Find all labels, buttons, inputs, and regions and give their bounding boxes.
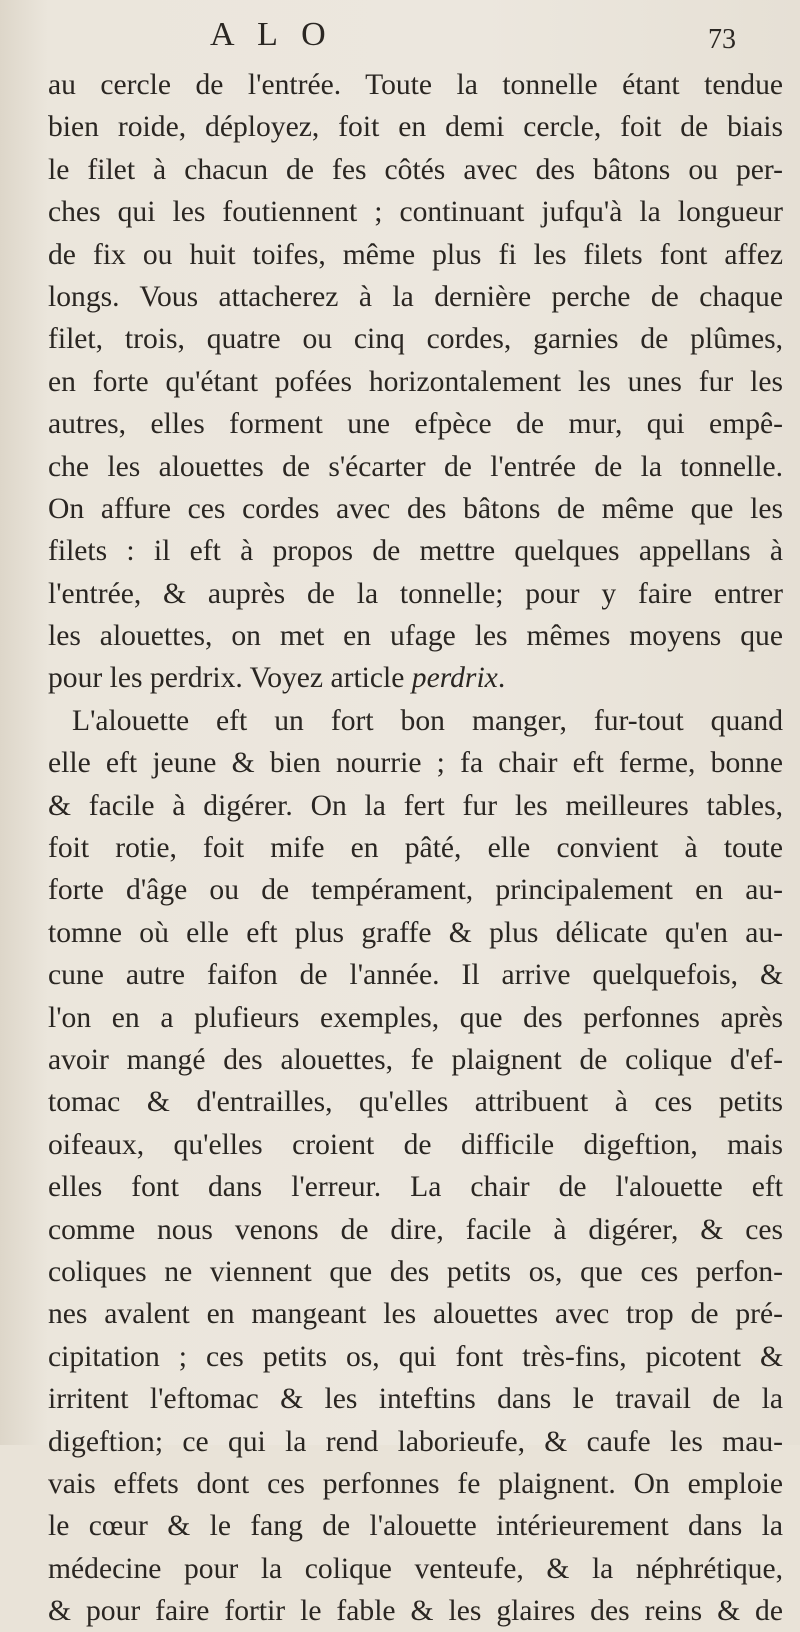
text-line: irritent l'eftomac & les inteftins dans le travail de la	[48, 1383, 783, 1416]
text-line: oifeaux, qu'elles croient de difficile digeftion, mais	[48, 1128, 783, 1161]
text-line: elles font dans l'erreur. La chair de l'alouette eft	[48, 1171, 783, 1204]
text-line: autres, elles forment une efpèce de mur, qui empê-	[48, 408, 783, 441]
text-line: coliques ne viennent que des petits os, que ces perfon-	[48, 1255, 783, 1288]
text-line: tomne où elle eft plus graffe & plus délicate qu'en au-	[48, 916, 783, 949]
text-line: nes avalent en mangeant les alouettes avec trop de pré-	[48, 1298, 783, 1331]
text-line: l'on en a plufieurs exemples, que des perfonnes après	[48, 1001, 783, 1034]
italic-word: perdrix	[411, 662, 498, 695]
text-line: avoir mangé des alouettes, fe plaignent de colique d'ef-	[48, 1043, 783, 1076]
text-line: au cercle de l'entrée. Toute la tonnelle étant tendue	[48, 69, 783, 101]
text-line: cune autre faifon de l'année. Il arrive quelquefois, &	[48, 959, 783, 992]
text-line: filet, trois, quatre ou cinq cordes, garnies de plûmes,	[48, 323, 783, 356]
text-line: de fix ou huit toifes, même plus fi les filets font affez	[48, 238, 783, 271]
text-line: digeftion; ce qui la rend laborieufe, & caufe les mau-	[48, 1425, 783, 1458]
text-line: vais effets dont ces perfonnes fe plaignent. On emploie	[48, 1467, 783, 1500]
text-line: le filet à chacun de fes côtés avec des bâtons ou per-	[48, 153, 783, 186]
text-line: comme nous venons de dire, facile à digérer, & ces	[48, 1213, 783, 1246]
text-line: foit rotie, foit mife en pâté, elle convient à toute	[48, 832, 783, 865]
text-line: médecine pour la colique venteufe, & la néphrétique,	[48, 1552, 783, 1585]
text-line: elle eft jeune & bien nourrie ; fa chair eft ferme, bonne	[48, 747, 783, 780]
text-line: forte d'âge ou de tempérament, principalement en au-	[48, 874, 783, 907]
text-line: & pour faire fortir le fable & les glaires des reins & de	[48, 1595, 783, 1628]
text-line: che les alouettes de s'écarter de l'entrée de la tonnelle.	[48, 450, 783, 483]
text-line: longs. Vous attacherez à la dernière perche de chaque	[48, 280, 783, 313]
page-header	[0, 16, 800, 66]
text-line: le cœur & le fang de l'alouette intérieurement dans la	[48, 1510, 783, 1543]
text-line: cipitation ; ces petits os, qui font très-fins, picotent &	[48, 1340, 783, 1373]
text-line: les alouettes, on met en ufage les mêmes moyens que	[48, 620, 783, 653]
running-head: A L O	[210, 16, 334, 53]
text-line: filets : il eft à propos de mettre quelques appellans à	[48, 535, 783, 568]
page-number: 73	[708, 24, 736, 55]
body-text	[48, 64, 783, 1632]
text-line: bien roide, déployez, foit en demi cercle, foit de biais	[48, 111, 783, 144]
text-line: en forte qu'étant pofées horizontalement les unes fur les	[48, 365, 783, 398]
text-line: l'entrée, & auprès de la tonnelle; pour y faire entrer	[48, 577, 783, 610]
text-line: On affure ces cordes avec des bâtons de même que les	[48, 492, 783, 525]
text-line: tomac & d'entrailles, qu'elles attribuent à ces petits	[48, 1086, 783, 1119]
paragraph-start-line: L'alouette eft un fort bon manger, fur-tout quand	[72, 704, 783, 737]
text-line: ches qui les foutiennent ; continuant jufqu'à la longueur	[48, 196, 783, 229]
text-line: pour les perdrix. Voyez article perdrix.	[48, 662, 506, 695]
text-line: & facile à digérer. On la fert fur les meilleures tables,	[48, 789, 783, 822]
